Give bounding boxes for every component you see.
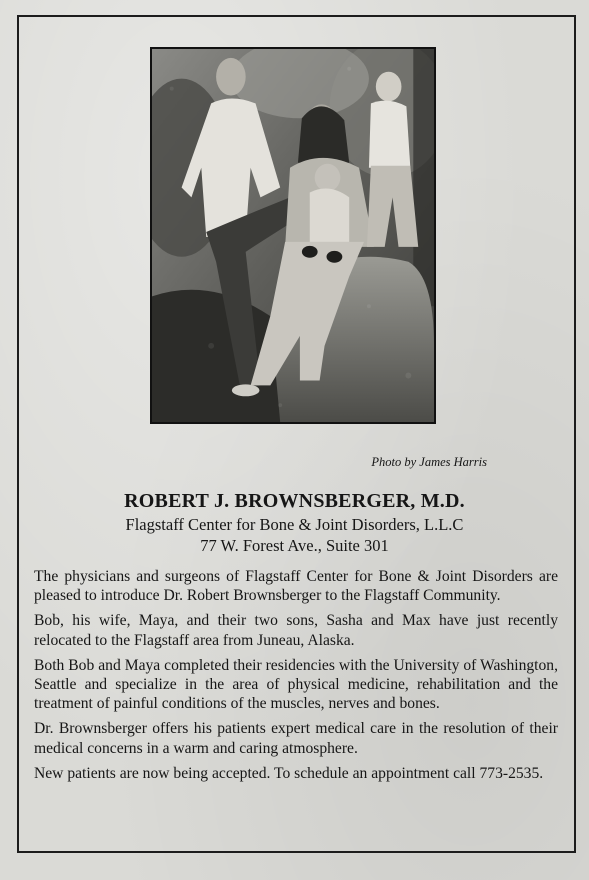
family-photo-illustration <box>152 49 434 422</box>
paragraph-family: Bob, his wife, Maya, and their two sons, Sasha and Max have just recently relocated to the Flagstaff area from Juneau, Alaska. <box>34 612 558 649</box>
doctor-name: ROBERT J. BROWNSBERGER, M.D. <box>124 490 465 512</box>
organization-name: Flagstaff Center for Bone & Joint Disorders, L.L.C <box>125 515 464 534</box>
paragraph-care: Dr. Brownsberger offers his patients expert medical care in the resolution of their medical concerns in a warm and caring atmosphere. <box>34 720 558 757</box>
address: 77 W. Forest Ave., Suite 301 <box>200 536 389 555</box>
paragraph-appointments: New patients are now being accepted. To schedule an appointment call 773-2535. <box>34 764 544 782</box>
paragraph-residencies: Both Bob and Maya completed their residencies with the University of Washington, Seattle and specialize in the area of physical medicine, rehabilitation and the treatment of painful conditions of the muscles, nerves and bones. <box>34 656 558 713</box>
photo-credit: Photo by James Harris <box>371 455 487 469</box>
family-photo <box>150 47 436 424</box>
paragraph-introduction: The physicians and surgeons of Flagstaff Center for Bone & Joint Disorders are pleased to introduce Dr. Robert Brownsberger to the Flagstaff Community. <box>34 568 558 605</box>
announcement-body <box>34 567 558 789</box>
